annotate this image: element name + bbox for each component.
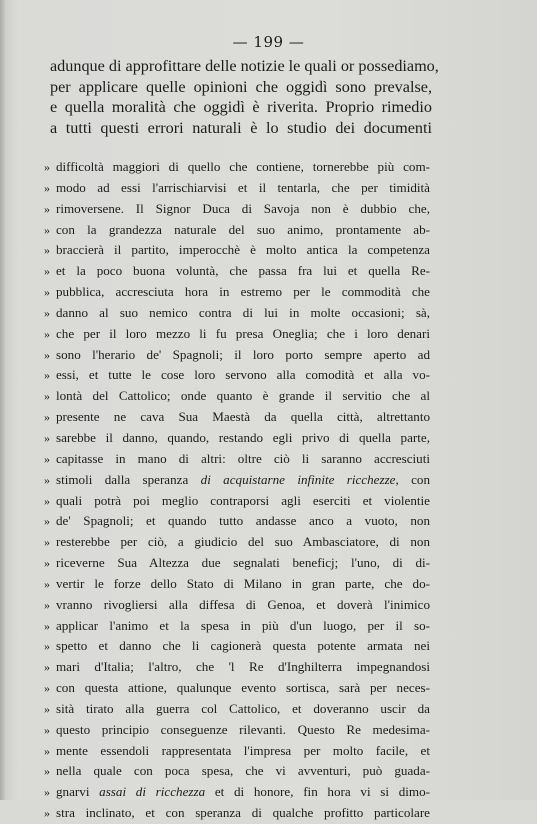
quote-mark: »: [44, 597, 50, 612]
quote-line-text: et la poco buona voluntà, che passa fra lui et quella Re-: [56, 263, 430, 279]
quote-line: [44, 699, 430, 720]
quote-mark: »: [44, 389, 50, 404]
quote-mark: »: [44, 493, 50, 508]
quote-line: [44, 240, 430, 261]
quote-line-text: braccierà il partito, imperocchè è molto antica la competenza: [56, 242, 430, 258]
quote-mark: »: [44, 160, 50, 174]
quote-line: [44, 636, 430, 657]
quote-line-text: questo principio conseguenze rilevanti. Questo Re medesima-: [56, 721, 430, 737]
quote-line: [44, 282, 430, 303]
quote-line-text: che per il loro mezzo li fu presa Oneglia; che i loro denari: [56, 325, 430, 341]
quote-mark: »: [44, 764, 50, 779]
quote-mark: »: [44, 201, 50, 216]
intro-line: a tutti questi errori naturali è lo studio dei documenti: [50, 118, 432, 137]
quote-line: [44, 428, 430, 449]
quote-mark: »: [44, 576, 50, 591]
quote-mark: »: [44, 701, 50, 716]
quote-line: [44, 365, 430, 386]
quote-line: [44, 470, 430, 491]
quote-line-text: sità tirato alla guerra col Cattolico, et doveranno uscir da: [56, 700, 430, 716]
quote-line: [44, 553, 430, 574]
quote-mark: »: [44, 347, 50, 362]
quote-line: [44, 678, 430, 699]
quote-line: [44, 407, 430, 428]
quote-mark: »: [44, 660, 50, 675]
italic-phrase: assai di ricchezza: [99, 784, 206, 800]
quote-mark: »: [44, 285, 50, 300]
quote-line-text: rimoversene. Il Signor Duca di Savoja non è dubbio che,: [56, 200, 430, 216]
page-number: — 199 —: [232, 33, 305, 51]
quote-line-text: danno al suo nemico contra di lui in molte occasioni; sà,: [56, 304, 430, 320]
quote-line: [44, 782, 430, 803]
quote-line: [44, 303, 430, 324]
quote-line: [44, 761, 430, 782]
quote-line-text: vranno rivogliersi alla diffesa di Genoa, et doverà l'inimico: [56, 596, 430, 612]
quote-mark: »: [44, 785, 50, 800]
quote-line-text: mari d'Italia; l'altro, che 'l Re d'Inghilterra impegnandosi: [56, 659, 430, 675]
quote-line: [44, 261, 430, 282]
quote-line: [44, 595, 430, 616]
quote-mark: »: [44, 556, 50, 571]
quote-line-text: modo ad essi l'arrischiarvisi et il tentarla, che per timidità: [56, 179, 430, 195]
quote-mark: »: [44, 305, 50, 320]
page-spine-shadow: [0, 0, 6, 800]
quote-line-text: sono l'herario de' Spagnoli; il loro porto sempre aperto ad: [56, 346, 430, 362]
quote-line-text: spetto et danno che li cagionerà questa potente armata nei: [56, 638, 430, 654]
quote-mark: »: [44, 639, 50, 654]
quote-line: [44, 386, 430, 407]
quote-line: [44, 220, 430, 241]
quote-mark: »: [44, 451, 50, 466]
quote-line-text: mente essendoli rappresentata l'impresa per molto facile, et: [56, 742, 430, 758]
quote-line-text: presente ne cava Sua Maestà da quella città, altrettanto: [56, 409, 430, 425]
quote-line-text: gnarvi assai di ricchezza et di honore, fin hora vi si dimo-: [56, 784, 430, 800]
quote-line-text: nella quale con poca spesa, che vi avventuri, può guada-: [56, 763, 430, 779]
quote-line: [44, 178, 430, 199]
quote-line-text: lontà del Cattolico; onde quanto è grande il servitio che al: [56, 388, 430, 404]
intro-line: per applicare quelle opinioni che oggidì sono prevalse,: [50, 77, 432, 96]
quote-mark: »: [44, 326, 50, 341]
quote-mark: »: [44, 368, 50, 383]
quote-line: [44, 324, 430, 345]
quote-line: [44, 532, 430, 553]
quote-line-text: vertir le forze dello Stato di Milano in gran parte, che do-: [56, 575, 430, 591]
quote-mark: »: [44, 243, 50, 258]
quote-mark: »: [44, 806, 50, 821]
quote-mark: »: [44, 722, 50, 737]
quote-line: [44, 491, 430, 512]
quote-line-text: con questa attione, qualunque evento sortisca, sarà per neces-: [56, 680, 430, 696]
quote-mark: »: [44, 681, 50, 696]
quote-mark: »: [44, 618, 50, 633]
intro-line: e quella moralità che oggidì è riverita. Proprio rimedio: [50, 98, 432, 117]
quote-line: [44, 157, 430, 178]
quote-line-text: resterebbe per ciò, a giudicio del suo Ambasciatore, di non: [56, 534, 430, 550]
quote-mark: »: [44, 264, 50, 279]
quote-mark: »: [44, 535, 50, 550]
quoted-passage: [44, 157, 430, 824]
quote-mark: »: [44, 222, 50, 237]
quote-line: [44, 616, 430, 637]
quote-line: [44, 741, 430, 762]
intro-line: adunque di approfittare delle notizie le quali or possediamo,: [50, 57, 439, 75]
quote-line-text: sarebbe il danno, quando, restando egli privo di quella parte,: [56, 429, 430, 445]
quote-line: [44, 803, 430, 824]
quote-line: [44, 574, 430, 595]
quote-mark: »: [44, 410, 50, 425]
quote-line-text: pubblica, accresciuta hora in estremo per le commodità che: [56, 284, 430, 300]
quote-mark: »: [44, 743, 50, 758]
quote-line: [44, 720, 430, 741]
quote-line-text: quali potrà poi meglio contraporsi agli eserciti et violentie: [56, 492, 430, 508]
quote-line-text: con la grandezza naturale del suo animo, prontamente ab-: [56, 221, 430, 237]
quote-line: [44, 345, 430, 366]
quote-line-text: riceverne Sua Altezza due segnalati beneficj; l'uno, di di-: [56, 555, 430, 571]
intro-paragraph: [50, 56, 439, 138]
quote-line: [44, 511, 430, 532]
quote-mark: »: [44, 430, 50, 445]
quote-line-text: capitasse in mano di altri: oltre ciò li saranno accresciuti: [56, 450, 430, 466]
quote-line-text: difficoltà maggiori di quello che contiene, tornerebbe più com-: [56, 159, 430, 174]
quote-mark: »: [44, 472, 50, 487]
quote-line: [44, 199, 430, 220]
quote-line-text: applicar l'animo et la spesa in più d'un luogo, per il so-: [56, 617, 430, 633]
quote-line: [44, 449, 430, 470]
quote-line-text: stimoli dalla speranza di acquistarne infinite ricchezze, con: [56, 471, 430, 487]
quote-mark: »: [44, 180, 50, 195]
quote-line-text: de' Spagnoli; et quando tutto andasse anco a vuoto, non: [56, 513, 430, 529]
quote-line-text: stra inclinato, et con speranza di qualche profitto particolare: [56, 805, 430, 821]
quote-line-text: essi, et tutte le cose loro servono alla comodità et alla vo-: [56, 367, 430, 383]
quote-line: [44, 657, 430, 678]
italic-phrase: di acquistarne infinite ricchezze: [200, 471, 396, 487]
quote-mark: »: [44, 514, 50, 529]
